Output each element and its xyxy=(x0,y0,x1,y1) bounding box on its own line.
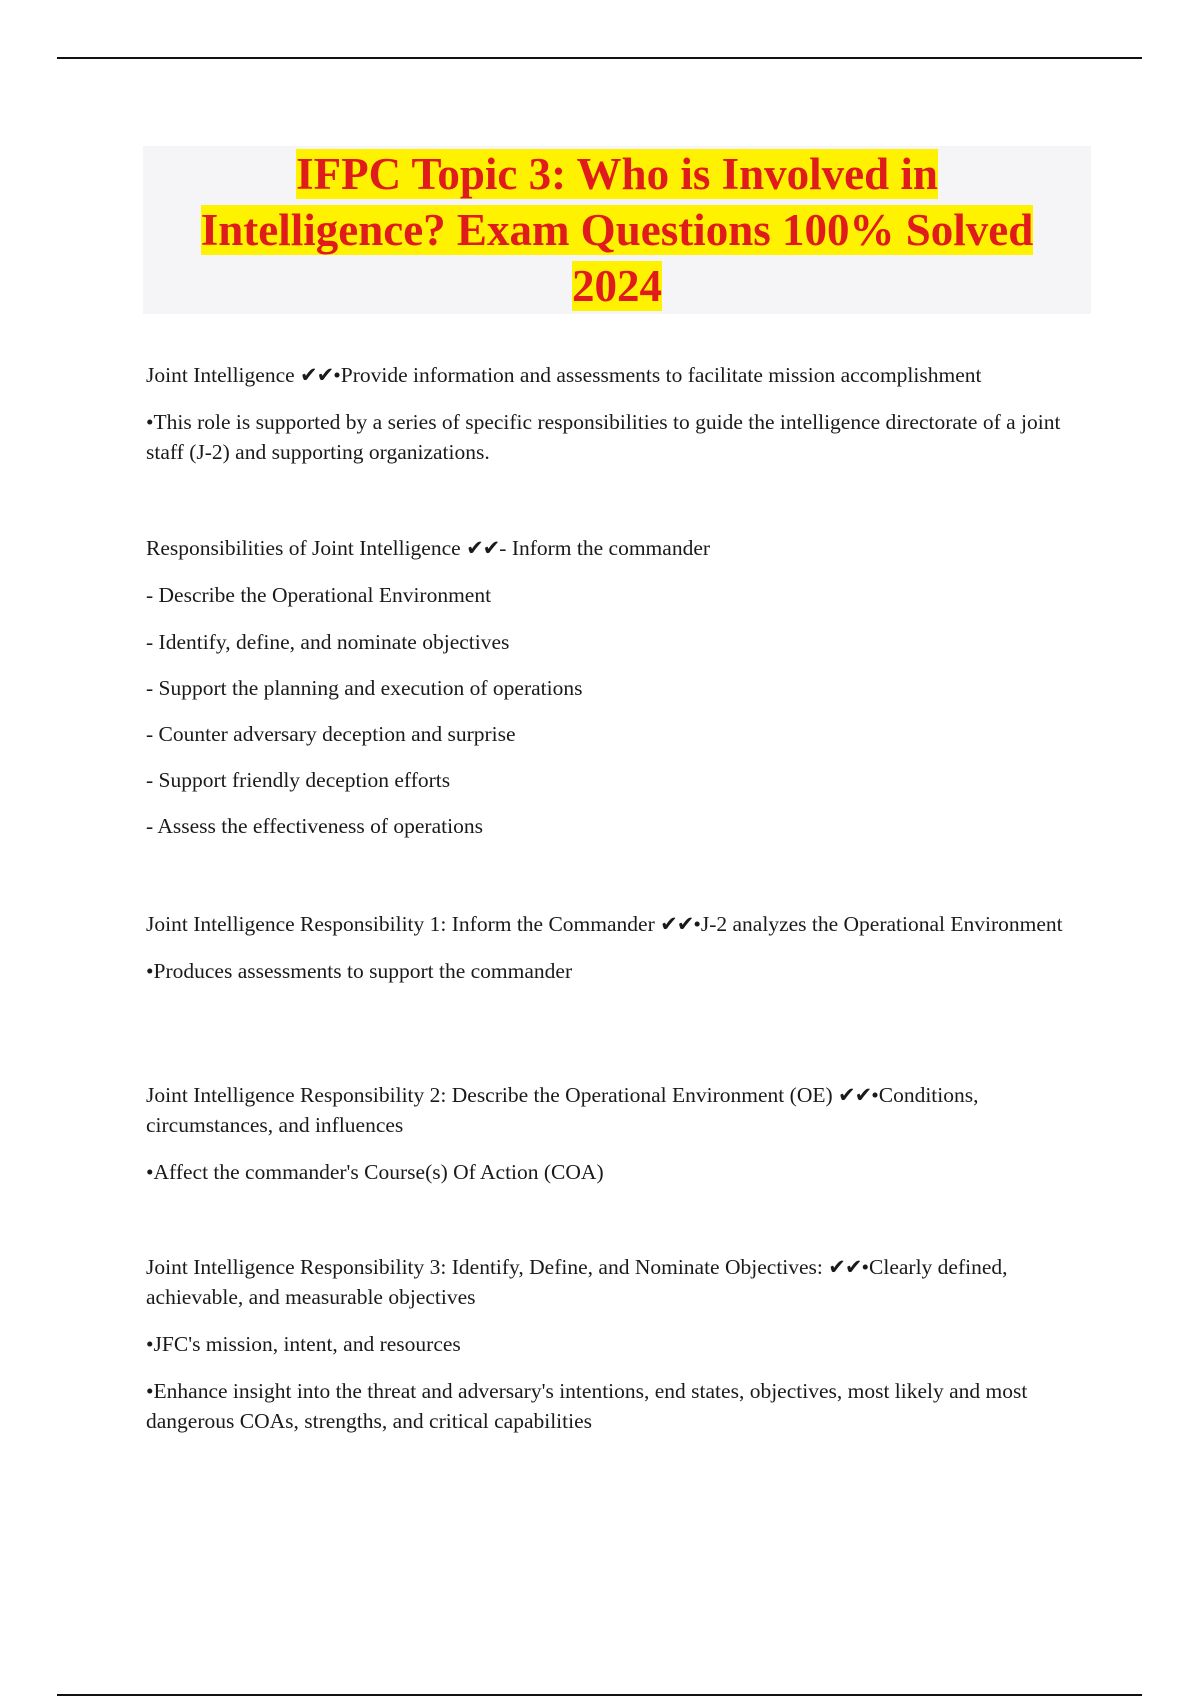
qa-answer-line: - Counter adversary deception and surprise xyxy=(146,722,516,746)
bottom-rule xyxy=(57,1694,1142,1696)
qa-answer-first: •J-2 analyzes the Operational Environment xyxy=(693,912,1063,936)
check-mark-icon: ✔✔ xyxy=(828,1255,862,1279)
qa-answer-first: - Inform the commander xyxy=(499,536,711,560)
qa-answer-first: •Conditions, circumstances, and influences xyxy=(146,1083,979,1137)
qa-question-line xyxy=(146,533,1096,563)
qa-question-line xyxy=(146,909,1096,939)
qa-answer-line: - Support friendly deception efforts xyxy=(146,768,451,792)
qa-term: Joint Intelligence Responsibility 3: Identify, Define, and Nominate Objectives: xyxy=(146,1255,823,1279)
page-title xyxy=(143,146,1091,314)
qa-answer-line: •Produces assessments to support the commander xyxy=(146,959,573,983)
qa-entry xyxy=(146,533,1096,857)
title-line-3: 2024 xyxy=(572,261,662,311)
qa-entry xyxy=(146,1080,1096,1204)
qa-entry xyxy=(146,1252,1096,1453)
title-line-2: Intelligence? Exam Questions 100% Solved xyxy=(200,205,1034,255)
check-mark-icon: ✔✔ xyxy=(838,1083,872,1107)
qa-term: Responsibilities of Joint Intelligence xyxy=(146,536,461,560)
qa-term: Joint Intelligence xyxy=(146,363,295,387)
check-mark-icon: ✔✔ xyxy=(300,363,334,387)
check-mark-icon: ✔✔ xyxy=(660,912,694,936)
qa-answer-first: •Clearly defined, achievable, and measurable objectives xyxy=(146,1255,1008,1309)
qa-answer-line: •Affect the commander's Course(s) Of Action (COA) xyxy=(146,1160,604,1184)
qa-answer-line: - Describe the Operational Environment xyxy=(146,583,492,607)
title-box xyxy=(143,146,1091,314)
qa-answer-line: - Identify, define, and nominate objectives xyxy=(146,630,510,654)
qa-answer-line: •Enhance insight into the threat and adversary's intentions, end states, objectives, most likely and most dangerous COAs, strengths, and critical capabilities xyxy=(146,1379,1028,1433)
top-rule xyxy=(57,57,1142,59)
qa-answer-line: - Assess the effectiveness of operations xyxy=(146,814,483,838)
qa-term: Joint Intelligence Responsibility 2: Describe the Operational Environment (OE) xyxy=(146,1083,833,1107)
qa-answer-line: •This role is supported by a series of specific responsibilities to guide the intelligence directorate of a joint staff (J-2) and supporting organizations. xyxy=(146,410,1061,464)
qa-entry xyxy=(146,909,1096,1003)
qa-answer-line: - Support the planning and execution of operations xyxy=(146,676,583,700)
qa-term: Joint Intelligence Responsibility 1: Inform the Commander xyxy=(146,912,655,936)
qa-question-line xyxy=(146,1252,1096,1312)
qa-question-line xyxy=(146,1080,1096,1140)
qa-entry xyxy=(146,360,1096,484)
qa-question-line xyxy=(146,360,1096,390)
qa-answer-line: •JFC's mission, intent, and resources xyxy=(146,1332,461,1356)
qa-answer-first: •Provide information and assessments to facilitate mission accomplishment xyxy=(333,363,982,387)
title-line-1: IFPC Topic 3: Who is Involved in xyxy=(296,149,938,199)
check-mark-icon: ✔✔ xyxy=(466,536,500,560)
